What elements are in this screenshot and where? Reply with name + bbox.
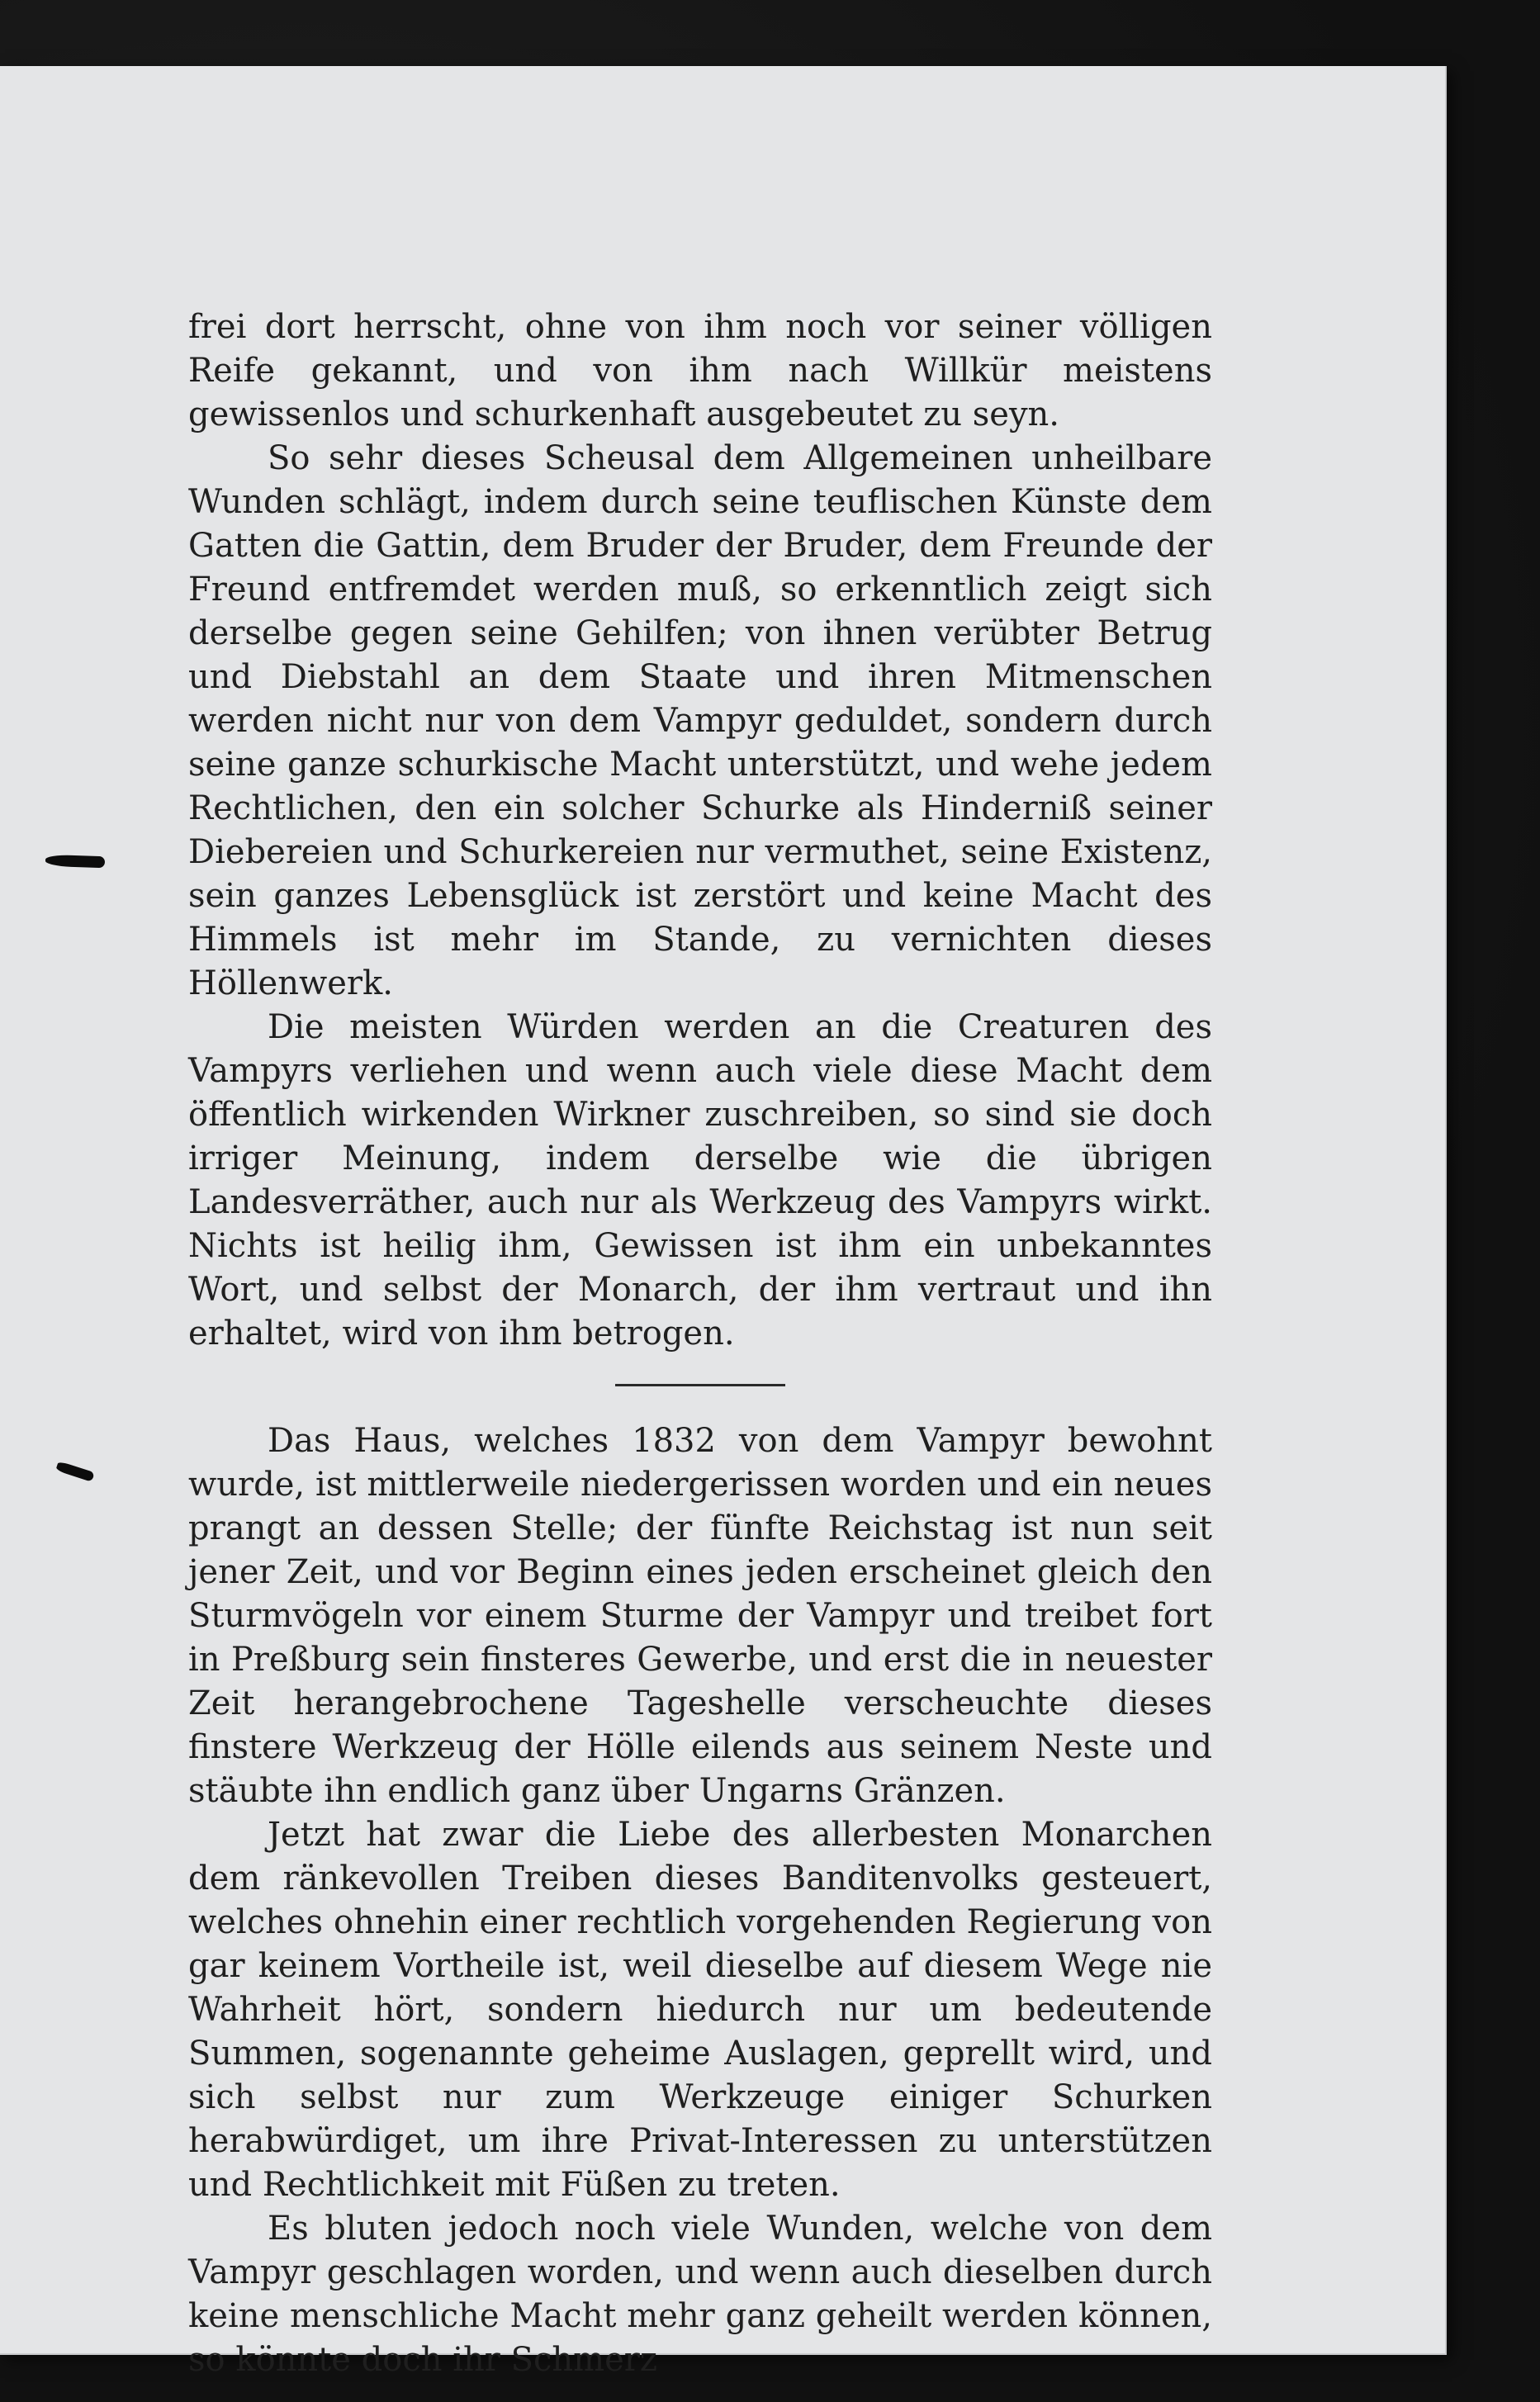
paragraph-6: Es bluten jedoch noch viele Wunden, welche von dem Vampyr geschlagen worden, und wenn auch dieselben durch keine menschliche Macht mehr ganz geheilt werden können, so könnte doch ihr Schmerz (188, 2210, 1212, 2379)
page-text (188, 306, 1212, 2382)
paragraph-2: So sehr dieses Scheusal dem Allgemeinen unheilbare Wunden schlägt, indem durch seine teuflischen Künste dem Gatten die Gattin, dem Bruder der Bruder, dem Freunde der Freund entfremdet werden muß, so erkenntlich zeigt sich derselbe gegen seine Gehilfen; von ihnen verübter Betrug und Diebstahl an dem Staate und ihren Mitmenschen werden nicht nur von dem Vampyr geduldet, sondern durch seine ganze schurkische Macht unterstützt, und wehe jedem Rechtlichen, den ein solcher Schurke als Hinderniß seiner Diebereien und Schurkereien nur vermuthet, seine Existenz, sein ganzes Lebensglück ist zerstört und keine Macht des Himmels ist mehr im Stande, zu vernichten dieses Höllenwerk. (188, 439, 1212, 1002)
paragraph-4: Das Haus, welches 1832 von dem Vampyr bewohnt wurde, ist mittlerweile niedergerissen worden und ein neues prangt an dessen Stelle; der fünfte Reichstag ist nun seit jener Zeit, und vor Beginn eines jeden erscheinet gleich den Sturmvögeln vor einem Sturme der Vampyr und treibet fort in Preßburg sein finsteres Gewerbe, und erst die in neuester Zeit herangebrochene Tageshelle verscheuchte dieses finstere Werkzeug der Hölle eilends aus seinem Neste und stäubte ihn endlich ganz über Ungarns Gränzen. (188, 1422, 1212, 1810)
paragraph-5: Jetzt hat zwar die Liebe des allerbesten Monarchen dem ränkevollen Treiben dieses Banditenvolks gesteuert, welches ohnehin einer rechtlich vorgehenden Regierung von gar keinem Vortheile ist, weil dieselbe auf diesem Wege nie Wahrheit hört, sondern hiedurch nur um bedeutende Summen, sogenannte geheime Auslagen, geprellt wird, und sich selbst nur zum Werkzeuge einiger Schurken herabwürdiget, um ihre Privat-Interessen zu unterstützen und Rechtlichkeit mit Füßen zu treten. (188, 1816, 1212, 2204)
paragraph-1: frei dort herrscht, ohne von ihm noch vor seiner völligen Reife gekannt, und von ihm nach Willkür meistens gewissenlos und schurkenhaft ausgebeutet zu seyn. (188, 308, 1212, 433)
book-page (0, 66, 1447, 2379)
section-divider (615, 1384, 785, 1386)
paragraph-3: Die meisten Würden werden an die Creaturen des Vampyrs verliehen und wenn auch viele diese Macht dem öffentlich wirkenden Wirkner zuschreiben, so sind sie doch irriger Meinung, indem derselbe wie die übrigen Landesverräther, auch nur als Werkzeug des Vampyrs wirkt. Nichts ist heilig ihm, Gewissen ist ihm ein unbekanntes Wort, und selbst der Monarch, der ihm vertraut und ihn erhaltet, wird von ihm betrogen. (188, 1008, 1212, 1353)
